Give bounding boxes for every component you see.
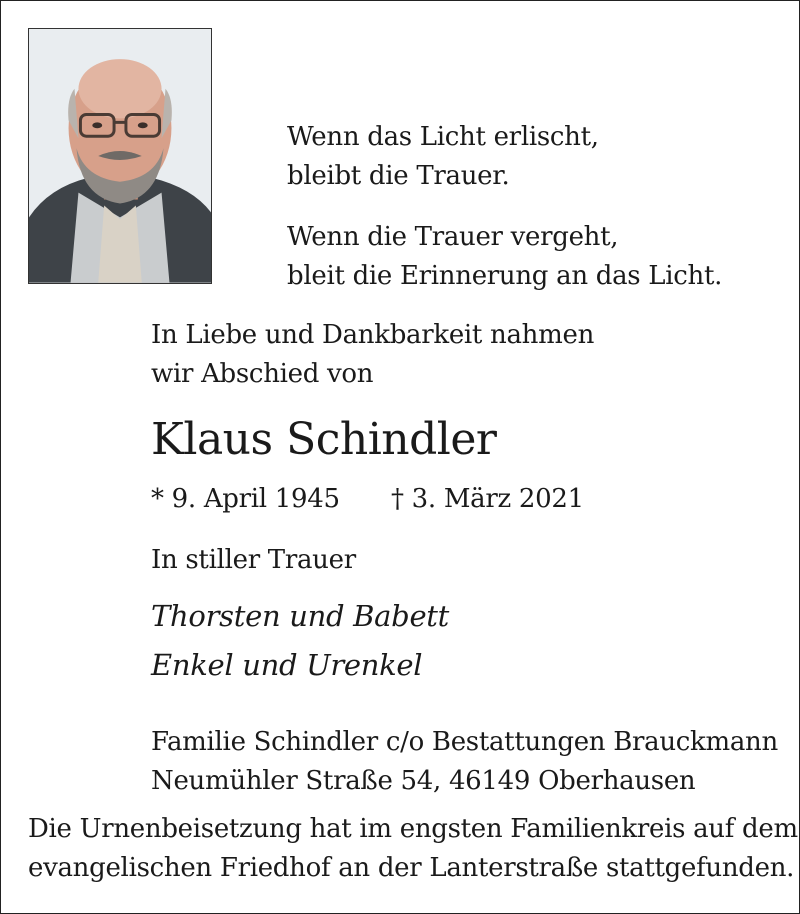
portrait-image bbox=[29, 29, 211, 283]
poem-stanza1-line2: bleibt die Trauer. bbox=[287, 161, 510, 191]
poem-stanza1-line1: Wenn das Licht erlischt, bbox=[287, 122, 599, 152]
address-line1: Familie Schindler c/o Bestattungen Brauckmann bbox=[151, 727, 778, 757]
poem-stanza2-line1: Wenn die Trauer vergeht, bbox=[287, 222, 619, 252]
burial-note-line1: Die Urnenbeisetzung hat im engsten Familienkreis auf dem bbox=[28, 814, 798, 844]
intro-line1: In Liebe und Dankbarkeit nahmen bbox=[151, 320, 595, 350]
address-line2: Neumühler Straße 54, 46149 Oberhausen bbox=[151, 766, 696, 796]
intro-line2: wir Abschied von bbox=[151, 359, 374, 389]
mourner-line1: Thorsten und Babett bbox=[151, 599, 450, 633]
mourning-label: In stiller Trauer bbox=[151, 545, 356, 575]
poem-stanza2-line2: bleit die Erinnerung an das Licht. bbox=[287, 261, 723, 291]
birth-date: * 9. April 1945 bbox=[151, 484, 340, 514]
burial-note-line2: evangelischen Friedhof an der Lanterstraße stattgefunden. bbox=[28, 853, 795, 883]
portrait-photo bbox=[28, 28, 212, 284]
deceased-name: Klaus Schindler bbox=[151, 414, 497, 465]
mourner-line2: Enkel und Urenkel bbox=[151, 648, 423, 682]
death-date: † 3. März 2021 bbox=[391, 484, 584, 514]
